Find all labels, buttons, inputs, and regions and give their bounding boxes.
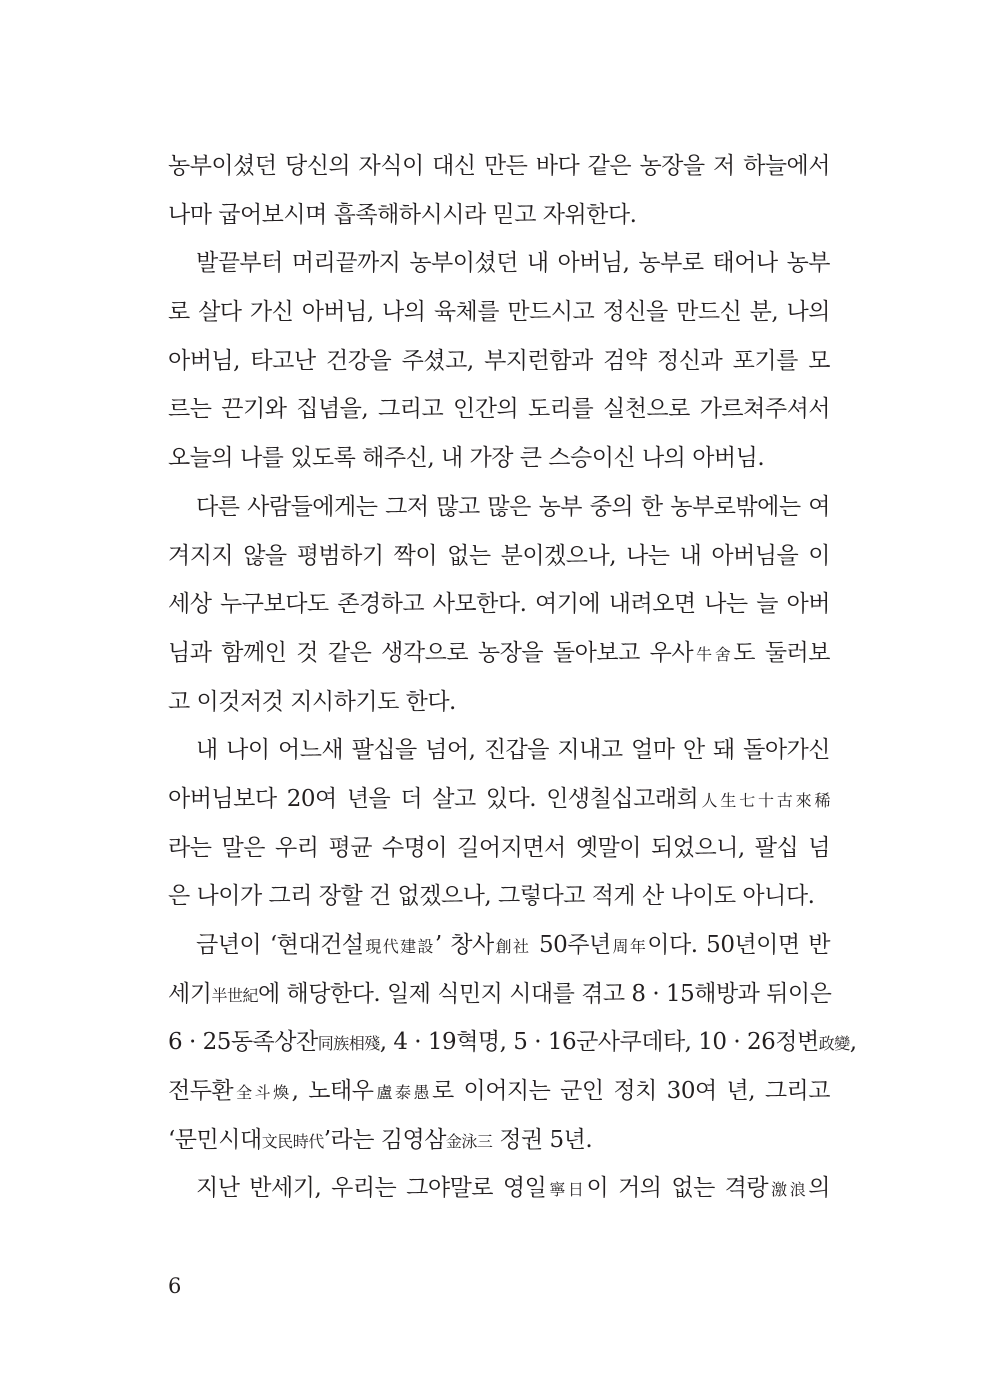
hanja-annotation: 文民時代: [261, 1131, 324, 1151]
text-line: [168, 584, 830, 633]
text-segment: 아버님, 타고난 건강을 주셨고, 부지런함과 검약 정신과 포기를 모: [168, 347, 830, 374]
text-line: [168, 730, 830, 779]
hanja-annotation: 寧日: [546, 1180, 587, 1200]
text-segment: 나마 굽어보시며 흡족해하시시라 믿고 자위한다.: [168, 201, 637, 228]
text-segment: 내 나이 어느새 팔십을 넘어, 진갑을 지내고 얼마 안 돼 돌아가신: [196, 737, 830, 764]
text-segment: ,: [849, 1029, 857, 1056]
hanja-annotation: 周年: [610, 937, 648, 956]
text-segment: 정권 5년.: [492, 1126, 593, 1153]
text-line: [168, 341, 830, 390]
text-segment: 은 나이가 그리 장할 건 없겠으나, 그렇다고 적게 산 나이도 아니다.: [168, 883, 815, 910]
text-line: [168, 1071, 830, 1120]
text-segment: 아버님보다 20여 년을 더 살고 있다. 인생칠십고래희: [168, 785, 699, 812]
text-line: [168, 292, 830, 341]
text-line: [168, 487, 830, 536]
hanja-annotation: 人生七十古來稀: [698, 790, 830, 810]
text-segment: 님과 함께인 것 같은 생각으로 농장을 돌아보고 우사: [168, 639, 694, 666]
text-line: [168, 1120, 830, 1169]
text-segment: 세기: [168, 980, 212, 1007]
text-line: [168, 1168, 830, 1217]
hanja-annotation: 牛舍: [693, 644, 734, 664]
text-segment: 금년이 ‘현대건설: [196, 932, 364, 958]
text-segment: 고 이것저것 지시하기도 한다.: [168, 688, 456, 715]
text-line: [168, 1022, 857, 1071]
hanja-annotation: 創社: [493, 937, 531, 956]
text-line: [168, 779, 830, 828]
text-segment: 도 둘러보: [733, 639, 830, 666]
hanja-annotation: 現代建設: [363, 937, 435, 956]
body-text: [168, 146, 857, 1217]
text-segment: 라는 말은 우리 평균 수명이 길어지면서 옛말이 되었으니, 팔십 넘: [168, 834, 830, 861]
text-line: [168, 195, 830, 244]
text-segment: 르는 끈기와 집념을, 그리고 인간의 도리를 실천으로 가르쳐주셔서: [168, 396, 830, 423]
text-segment: ‘문민시대: [168, 1126, 262, 1153]
text-segment: ’ 창사: [434, 932, 494, 958]
hanja-annotation: 金泳三: [445, 1131, 493, 1151]
text-line: [168, 243, 830, 292]
hanja-annotation: 激浪: [768, 1180, 809, 1200]
text-segment: 50주년: [530, 932, 611, 958]
text-segment: 지난 반세기, 우리는 그야말로 영일: [196, 1175, 547, 1202]
text-segment: , 4 · 19혁명, 5 · 16군사쿠데타, 10 · 26정변: [379, 1029, 819, 1056]
text-segment: , 노태우: [291, 1078, 374, 1105]
hanja-annotation: 盧泰愚: [373, 1083, 432, 1103]
text-segment: 전두환: [168, 1078, 234, 1105]
hanja-annotation: 半世紀: [211, 985, 258, 1005]
hanja-annotation: 政變: [818, 1034, 850, 1054]
hanja-annotation: 全斗煥: [233, 1083, 292, 1103]
text-line: [168, 974, 830, 1023]
text-segment: 다른 사람들에게는 그저 많고 많은 농부 중의 한 농부로밖에는 여: [196, 493, 830, 520]
text-segment: ’라는 김영삼: [323, 1126, 446, 1153]
text-segment: 로 살다 가신 아버님, 나의 육체를 만드시고 정신을 만드신 분, 나의: [168, 299, 830, 326]
text-segment: 로 이어지는 군인 정치 30여 년, 그리고: [431, 1078, 830, 1105]
text-segment: 의: [808, 1175, 830, 1202]
hanja-annotation: 同族相殘: [317, 1034, 380, 1054]
text-segment: 겨지지 않을 평범하기 짝이 없는 분이겠으나, 나는 내 아버님을 이: [168, 542, 830, 569]
text-line: [168, 146, 830, 195]
text-segment: 이 거의 없는 격랑: [586, 1175, 769, 1202]
text-line: [168, 633, 830, 682]
text-line: [168, 389, 830, 438]
text-segment: 농부이셨던 당신의 자식이 대신 만든 바다 같은 농장을 저 하늘에서: [168, 153, 830, 179]
text-segment: 에 해당한다. 일제 식민지 시대를 겪고 8 · 15해방과 뒤이은: [257, 980, 832, 1007]
text-line: [168, 828, 830, 877]
text-line: [168, 876, 830, 925]
text-segment: 오늘의 나를 있도록 해주신, 내 가장 큰 스승이신 나의 아버님.: [168, 445, 765, 472]
text-segment: 세상 누구보다도 존경하고 사모한다. 여기에 내려오면 나는 늘 아버: [168, 591, 830, 618]
text-line: [168, 682, 830, 731]
page-number: 6: [168, 1274, 182, 1298]
text-segment: 발끝부터 머리끝까지 농부이셨던 내 아버님, 농부로 태어나 농부: [196, 250, 831, 277]
text-line: [168, 925, 830, 974]
text-segment: 이다. 50년이면 반: [647, 932, 830, 958]
text-segment: 6 · 25동족상잔: [168, 1029, 318, 1056]
text-line: [168, 536, 830, 585]
text-line: [168, 438, 830, 487]
